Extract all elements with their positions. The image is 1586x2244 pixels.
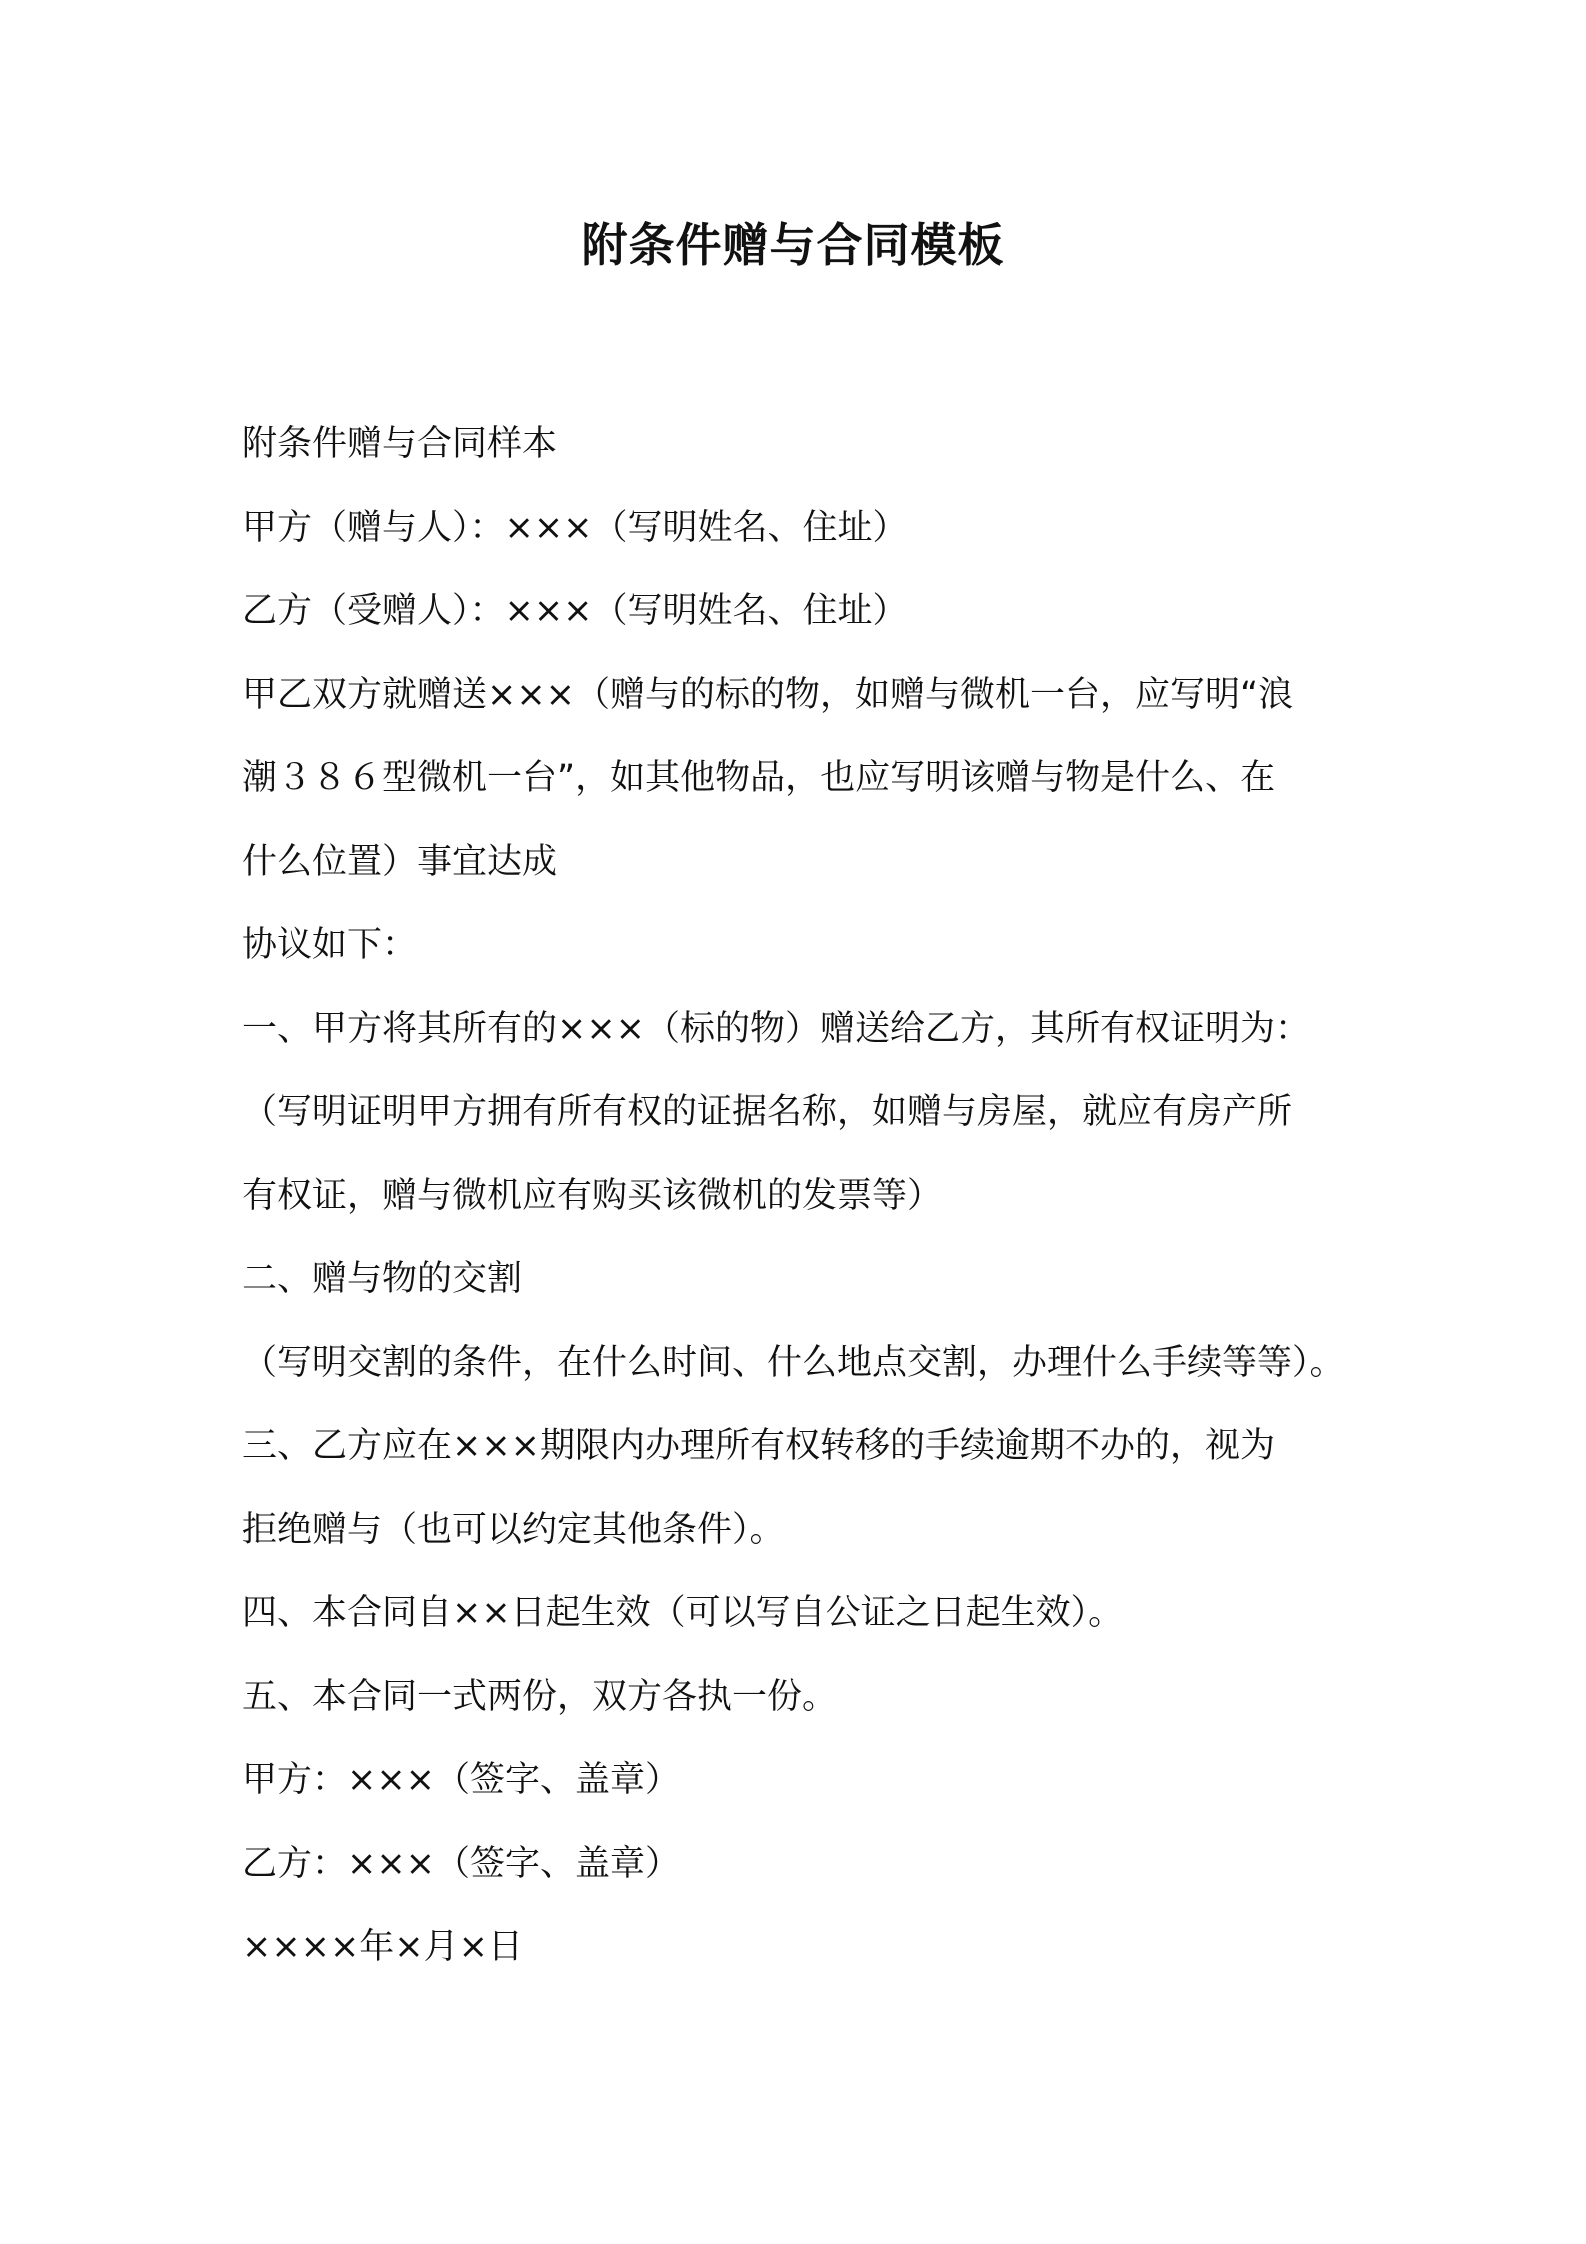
signing-date: ××××年×月×日 <box>242 1927 523 1967</box>
agreement-intro-line-3: 什么位置）事宜达成 <box>242 841 558 882</box>
clause-three-line-2: 拒绝赠与（也可以约定其他条件）。 <box>242 1509 785 1550</box>
party-a-line: 甲方（赠与人）：×××（写明姓名、住址） <box>242 507 908 548</box>
clause-one-line-2: （写明证明甲方拥有所有权的证据名称，如赠与房屋，就应有房产所 <box>242 1092 1293 1132</box>
agreement-intro-line-1: 甲乙双方就赠送×××（赠与的标的物，如赠与微机一台，应写明“浪 <box>242 674 1294 715</box>
clause-five: 五、本合同一式两份，双方各执一份。 <box>242 1676 838 1717</box>
sample-heading: 附条件赠与合同样本 <box>242 424 558 464</box>
party-b-signature: 乙方：×××（签字、盖章） <box>242 1843 680 1884</box>
party-b-line: 乙方（受赠人）：×××（写明姓名、住址） <box>242 591 908 631</box>
clause-one-line-3: 有权证，赠与微机应有购买该微机的发票等） <box>242 1175 943 1216</box>
document-title: 附条件赠与合同模板 <box>581 218 1005 272</box>
clause-one-line-1: 一、甲方将其所有的×××（标的物）赠送给乙方，其所有权证明为： <box>242 1008 1310 1049</box>
clause-three-line-1: 三、乙方应在×××期限内办理所有权转移的手续逾期不办的，视为 <box>242 1426 1275 1466</box>
agreement-intro-line-4: 协议如下： <box>242 925 418 965</box>
clause-four: 四、本合同自××日起生效（可以写自公证之日起生效）。 <box>242 1593 1124 1633</box>
clause-two-detail: （写明交割的条件，在什么时间、什么地点交割，办理什么手续等等）。 <box>242 1342 1345 1383</box>
party-a-signature: 甲方：×××（签字、盖章） <box>242 1760 680 1800</box>
clause-two-heading: 二、赠与物的交割 <box>242 1259 523 1299</box>
document-body <box>242 403 1362 1990</box>
agreement-intro-line-2: 潮３８６型微机一台”，如其他物品，也应写明该赠与物是什么、在 <box>242 758 1276 798</box>
